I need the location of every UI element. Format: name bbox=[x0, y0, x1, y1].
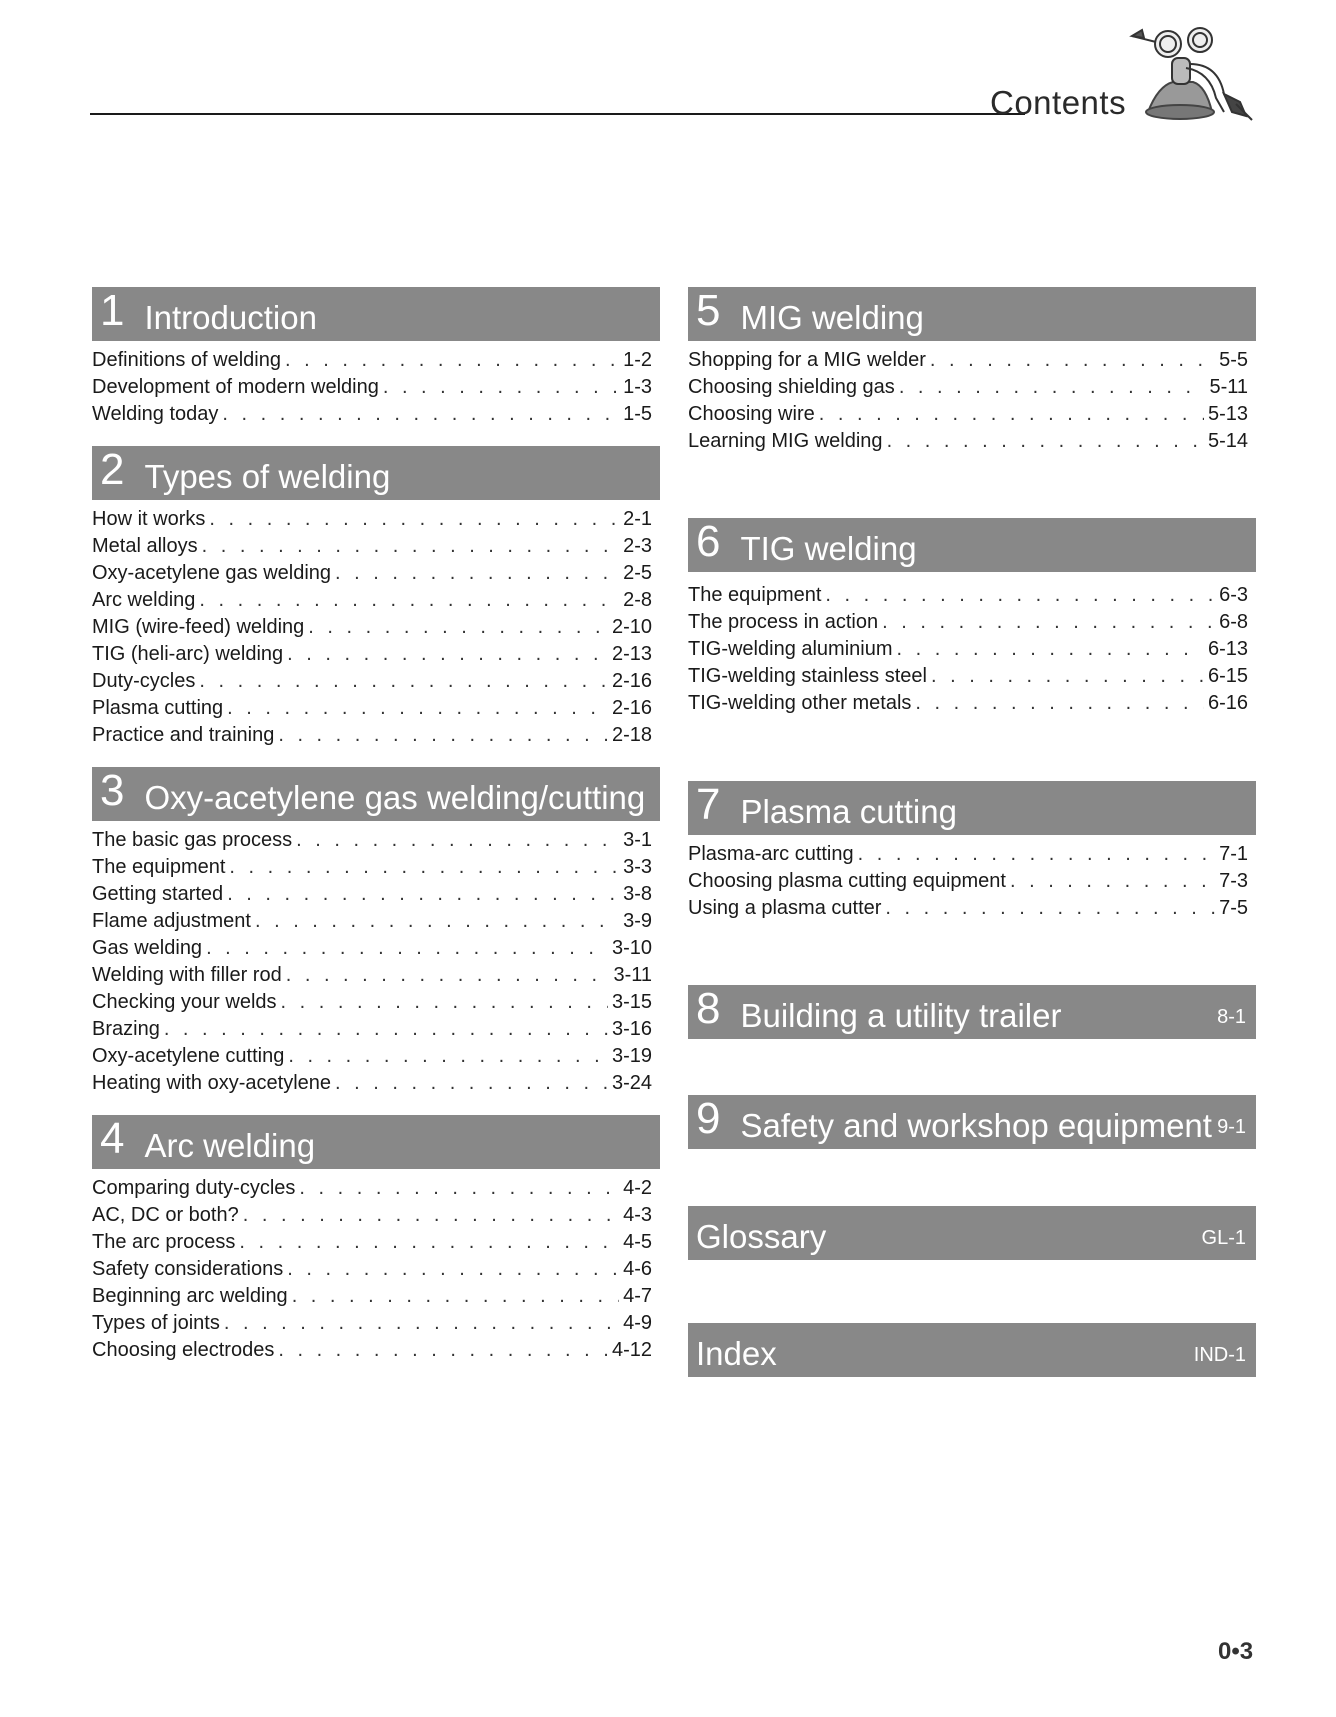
toc-entry[interactable]: Arc welding . . . 2-8 bbox=[92, 587, 660, 614]
toc-entry[interactable]: Choosing wire . . . 5-13 bbox=[688, 401, 1256, 428]
toc-entry[interactable]: TIG-welding aluminium . . . 6-13 bbox=[688, 636, 1256, 663]
toc-entry[interactable]: Using a plasma cutter . . . 7-5 bbox=[688, 895, 1256, 922]
toc-entry[interactable]: Oxy-acetylene cutting . . . 3-19 bbox=[92, 1043, 660, 1070]
toc-entry[interactable]: Choosing shielding gas . . . 5-11 bbox=[688, 374, 1256, 401]
chapter-title: Index bbox=[696, 1334, 777, 1372]
entry-list bbox=[92, 500, 660, 749]
toc-entry[interactable]: How it works . . . 2-1 bbox=[92, 506, 660, 533]
chapter-title: Building a utility trailer bbox=[740, 996, 1062, 1034]
chapter-heading[interactable] bbox=[688, 287, 1256, 341]
chapter-number: 3 bbox=[100, 766, 125, 815]
chapter-heading[interactable] bbox=[92, 287, 660, 341]
toc-entry[interactable]: Welding today . . . 1-5 bbox=[92, 401, 660, 428]
chapter-number: 4 bbox=[100, 1114, 125, 1163]
page-number: 0•3 bbox=[1218, 1638, 1254, 1665]
toc-entry[interactable]: TIG (heli-arc) welding . . . 2-13 bbox=[92, 641, 660, 668]
toc-entry[interactable]: The process in action . . . 6-8 bbox=[688, 609, 1256, 636]
toc-entry[interactable]: Shopping for a MIG welder . . . 5-5 bbox=[688, 347, 1256, 374]
toc-entry[interactable]: Practice and training . . . 2-18 bbox=[92, 722, 660, 749]
toc-entry[interactable]: Learning MIG welding . . . 5-14 bbox=[688, 428, 1256, 455]
toc-entry[interactable]: TIG-welding other metals . . . 6-16 bbox=[688, 690, 1256, 717]
chapter-2 bbox=[92, 446, 660, 749]
header-rule bbox=[90, 113, 1025, 115]
toc-entry[interactable]: Choosing plasma cutting equipment . . . 7-3 bbox=[688, 868, 1256, 895]
chapter-title: Types of welding bbox=[144, 457, 391, 495]
chapter-heading[interactable] bbox=[688, 1095, 1256, 1149]
chapter-number: 9 bbox=[696, 1094, 721, 1143]
toc-entry[interactable]: Getting started . . . 3-8 bbox=[92, 881, 660, 908]
chapter-number: 5 bbox=[696, 286, 721, 335]
chapter-page: IND-1 bbox=[1193, 1344, 1246, 1366]
toc-entry[interactable]: Heating with oxy-acetylene . . . 3-24 bbox=[92, 1070, 660, 1097]
page-title: Contents bbox=[990, 84, 1127, 121]
chapter-8 bbox=[688, 985, 1256, 1039]
toc-entry[interactable]: Safety considerations . . . 4-6 bbox=[92, 1256, 660, 1283]
entry-list bbox=[688, 572, 1256, 717]
index-section bbox=[688, 1323, 1256, 1377]
toc-entry[interactable]: Welding with filler rod . . . 3-11 bbox=[92, 962, 660, 989]
chapter-page: GL-1 bbox=[1201, 1227, 1246, 1249]
toc-entry[interactable]: Types of joints . . . 4-9 bbox=[92, 1310, 660, 1337]
toc-entry[interactable]: TIG-welding stainless steel . . . 6-15 bbox=[688, 663, 1256, 690]
chapter-title: Arc welding bbox=[144, 1126, 316, 1164]
chapter-1 bbox=[92, 287, 660, 428]
chapter-heading[interactable] bbox=[92, 767, 660, 821]
chapter-page: 9-1 bbox=[1217, 1116, 1246, 1138]
toc-entry[interactable]: Choosing electrodes . . . 4-12 bbox=[92, 1337, 660, 1364]
welding-torch-illustration bbox=[1128, 24, 1258, 124]
chapter-title: TIG welding bbox=[740, 529, 917, 567]
chapter-3 bbox=[92, 767, 660, 1097]
entry-list bbox=[688, 835, 1256, 922]
toc-entry[interactable]: Gas welding . . . 3-10 bbox=[92, 935, 660, 962]
toc-entry[interactable]: Metal alloys . . . 2-3 bbox=[92, 533, 660, 560]
toc-entry[interactable]: The arc process . . . 4-5 bbox=[92, 1229, 660, 1256]
entry-list bbox=[92, 821, 660, 1097]
chapter-page: 8-1 bbox=[1217, 1006, 1246, 1028]
chapter-heading[interactable] bbox=[688, 1323, 1256, 1377]
chapter-title: Safety and workshop equipment bbox=[740, 1106, 1212, 1144]
toc-entry[interactable]: The equipment . . . 3-3 bbox=[92, 854, 660, 881]
chapter-5 bbox=[688, 287, 1256, 455]
toc-entry[interactable]: Flame adjustment . . . 3-9 bbox=[92, 908, 660, 935]
toc-entry[interactable]: Comparing duty-cycles . . . 4-2 bbox=[92, 1175, 660, 1202]
entry-list bbox=[688, 341, 1256, 455]
toc-entry[interactable]: AC, DC or both? . . . 4-3 bbox=[92, 1202, 660, 1229]
toc-entry[interactable]: MIG (wire-feed) welding . . . 2-10 bbox=[92, 614, 660, 641]
entry-list bbox=[92, 1169, 660, 1364]
chapter-heading[interactable] bbox=[92, 1115, 660, 1169]
toc-entry[interactable]: Plasma-arc cutting . . . 7-1 bbox=[688, 841, 1256, 868]
chapter-4 bbox=[92, 1115, 660, 1364]
toc-entry[interactable]: The basic gas process . . . 3-1 bbox=[92, 827, 660, 854]
toc-entry[interactable]: Development of modern welding . . . 1-3 bbox=[92, 374, 660, 401]
chapter-heading[interactable] bbox=[688, 1206, 1256, 1260]
toc-entry[interactable]: Plasma cutting . . . 2-16 bbox=[92, 695, 660, 722]
chapter-number: 1 bbox=[100, 286, 125, 335]
entry-list bbox=[92, 341, 660, 428]
chapter-heading[interactable] bbox=[688, 781, 1256, 835]
chapter-heading[interactable] bbox=[92, 446, 660, 500]
chapter-number: 2 bbox=[100, 445, 125, 494]
glossary-section bbox=[688, 1206, 1256, 1260]
toc-entry[interactable]: Definitions of welding . . . 1-2 bbox=[92, 347, 660, 374]
toc-entry[interactable]: Beginning arc welding . . . 4-7 bbox=[92, 1283, 660, 1310]
contents-column-left bbox=[92, 287, 660, 1364]
toc-entry[interactable]: Checking your welds . . . 3-15 bbox=[92, 989, 660, 1016]
chapter-title: Oxy-acetylene gas welding/cutting bbox=[144, 778, 646, 816]
toc-entry[interactable]: Duty-cycles . . . 2-16 bbox=[92, 668, 660, 695]
chapter-title: Plasma cutting bbox=[740, 792, 957, 830]
chapter-title: Introduction bbox=[144, 298, 317, 336]
chapter-title: MIG welding bbox=[740, 298, 924, 336]
chapter-7 bbox=[688, 781, 1256, 922]
chapter-6 bbox=[688, 518, 1256, 717]
chapter-9 bbox=[688, 1095, 1256, 1149]
toc-entry[interactable]: Brazing . . . 3-16 bbox=[92, 1016, 660, 1043]
chapter-title: Glossary bbox=[696, 1217, 827, 1255]
contents-column-right bbox=[688, 287, 1256, 1377]
toc-entry[interactable]: Oxy-acetylene gas welding . . . 2-5 bbox=[92, 560, 660, 587]
chapter-number: 7 bbox=[696, 780, 721, 829]
chapter-number: 6 bbox=[696, 517, 721, 566]
chapter-heading[interactable] bbox=[688, 985, 1256, 1039]
chapter-number: 8 bbox=[696, 984, 721, 1033]
chapter-heading[interactable] bbox=[688, 518, 1256, 572]
toc-entry[interactable]: The equipment . . . 6-3 bbox=[688, 582, 1256, 609]
